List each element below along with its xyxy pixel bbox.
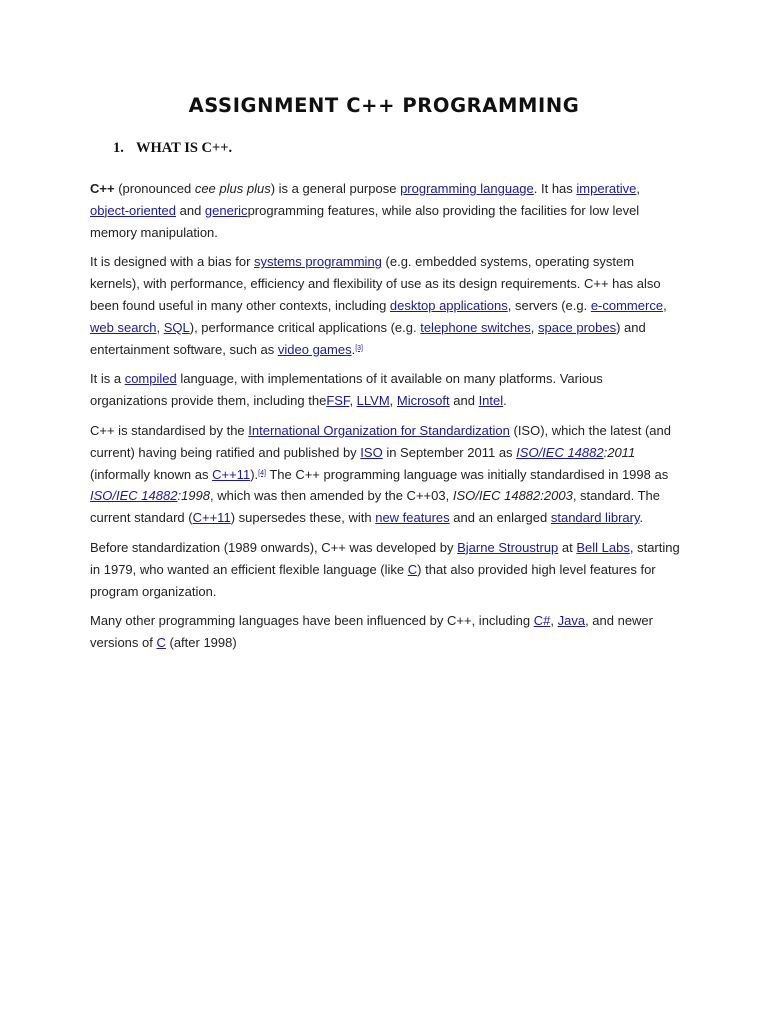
link-e-commerce[interactable]: e-commerce xyxy=(590,297,664,313)
section-heading-text: WHAT IS C++. xyxy=(136,140,233,156)
link-csharp[interactable]: C# xyxy=(533,613,551,629)
link-space-probes[interactable]: space probes xyxy=(538,319,617,335)
link-iso-iec-14882-2011[interactable]: ISO/IEC 14882 xyxy=(516,444,604,460)
text: programming features, while also providing the facilities for low level memory manipulation. xyxy=(90,202,640,240)
iso-iec-2003: ISO/IEC 14882:2003 xyxy=(452,488,573,504)
text: , and newer versions of xyxy=(90,613,653,651)
document-body xyxy=(90,178,680,662)
pronunciation: cee plus plus xyxy=(194,181,271,196)
link-cpp11-current[interactable]: C++11 xyxy=(192,510,231,526)
text: , xyxy=(156,319,164,335)
link-cpp11[interactable]: C++11 xyxy=(212,466,251,482)
term-cpp: C++ xyxy=(90,181,115,196)
text: , xyxy=(389,393,397,409)
text: ) and entertainment software, such as xyxy=(90,319,646,357)
text: , servers (e.g. xyxy=(507,297,591,313)
text: (e.g. embedded systems, operating system kernels), with performance, efficiency and flexibility of use as its design requirements. C++ has also been found useful in many other contexts, including xyxy=(90,254,661,313)
text: , which was then amended by the C++03, xyxy=(210,488,453,504)
paragraph-4 xyxy=(90,420,680,529)
text: language, with implementations of it available on many platforms. Various organizations provide them, including the xyxy=(90,371,603,409)
link-intel[interactable]: Intel xyxy=(478,393,504,409)
paragraph-5 xyxy=(90,537,680,602)
link-iso[interactable]: ISO xyxy=(360,444,383,460)
section-heading xyxy=(113,140,232,157)
section-number: 1. xyxy=(113,140,124,156)
text: , xyxy=(663,297,667,313)
text: (after 1998) xyxy=(165,635,237,651)
link-bell-labs[interactable]: Bell Labs xyxy=(576,539,630,555)
link-compiled[interactable]: compiled xyxy=(124,371,177,387)
reference-3[interactable]: [3] xyxy=(355,344,364,352)
text: (ISO), which the latest (and current) having being ratified and published by xyxy=(90,422,671,460)
reference-4[interactable]: [4] xyxy=(258,469,266,477)
link-microsoft[interactable]: Microsoft xyxy=(396,393,450,409)
paragraph-3 xyxy=(90,368,680,412)
text: , xyxy=(636,181,640,196)
link-web-search[interactable]: web search xyxy=(90,319,157,335)
text: :2011 xyxy=(603,444,636,460)
text: ). xyxy=(250,466,259,482)
link-programming-language[interactable]: programming language xyxy=(400,181,534,196)
text: . xyxy=(639,510,644,526)
link-c-language[interactable]: C xyxy=(156,635,166,651)
text: at xyxy=(558,539,577,555)
link-sql[interactable]: SQL xyxy=(163,319,190,335)
paragraph-1 xyxy=(90,178,680,243)
link-standard-library[interactable]: standard library xyxy=(550,510,640,526)
text: The C++ programming language was initially standardised in 1998 as xyxy=(265,466,669,482)
link-imperative[interactable]: imperative xyxy=(576,181,637,196)
link-iso-organization[interactable]: International Organization for Standardization xyxy=(248,422,510,438)
text: . xyxy=(351,341,356,357)
text: , xyxy=(349,393,357,409)
text: in September 2011 as xyxy=(382,444,517,460)
link-video-games[interactable]: video games xyxy=(277,341,352,357)
text: ) that also provided high level features for program organization. xyxy=(90,561,656,599)
text: It is a xyxy=(90,371,125,387)
text: and xyxy=(449,393,479,409)
link-object-oriented[interactable]: object-oriented xyxy=(90,202,176,218)
link-fsf[interactable]: FSF xyxy=(326,393,350,409)
text: Many other programming languages have been influenced by C++, including xyxy=(90,613,534,629)
text: . It has xyxy=(533,181,577,196)
text: , xyxy=(550,613,558,629)
link-generic[interactable]: generic xyxy=(204,202,248,218)
text: ) supersedes these, with xyxy=(230,510,376,526)
link-bjarne-stroustrup[interactable]: Bjarne Stroustrup xyxy=(457,539,559,555)
text: ), performance critical applications (e.g. xyxy=(189,319,421,335)
text: (informally known as xyxy=(90,466,213,482)
link-telephone-switches[interactable]: telephone switches xyxy=(420,319,531,335)
text: . xyxy=(503,393,507,409)
text: , xyxy=(530,319,539,335)
link-llvm[interactable]: LLVM xyxy=(356,393,390,409)
text: :1998 xyxy=(177,488,210,504)
text: and an enlarged xyxy=(449,510,551,526)
link-desktop-applications[interactable]: desktop applications xyxy=(389,297,508,313)
text: (pronounced xyxy=(114,181,195,196)
text: Before standardization (1989 onwards), C++ was developed by xyxy=(90,539,458,555)
text: ) is a general purpose xyxy=(270,181,401,196)
link-c[interactable]: C xyxy=(407,561,418,577)
text: It is designed with a bias for xyxy=(90,254,255,270)
text: , standard. The current standard ( xyxy=(90,488,661,526)
document-title: ASSIGNMENT C++ PROGRAMMING xyxy=(188,94,580,117)
link-new-features[interactable]: new features xyxy=(375,510,450,526)
text: C++ is standardised by the xyxy=(90,422,249,438)
text: and xyxy=(176,202,205,218)
paragraph-6 xyxy=(90,610,680,654)
link-iso-iec-14882-1998[interactable]: ISO/IEC 14882 xyxy=(90,488,178,504)
link-systems-programming[interactable]: systems programming xyxy=(254,254,382,270)
text: , starting in 1979, who wanted an efficient flexible language (like xyxy=(90,539,680,577)
link-java[interactable]: Java xyxy=(557,613,586,629)
paragraph-2 xyxy=(90,251,680,360)
